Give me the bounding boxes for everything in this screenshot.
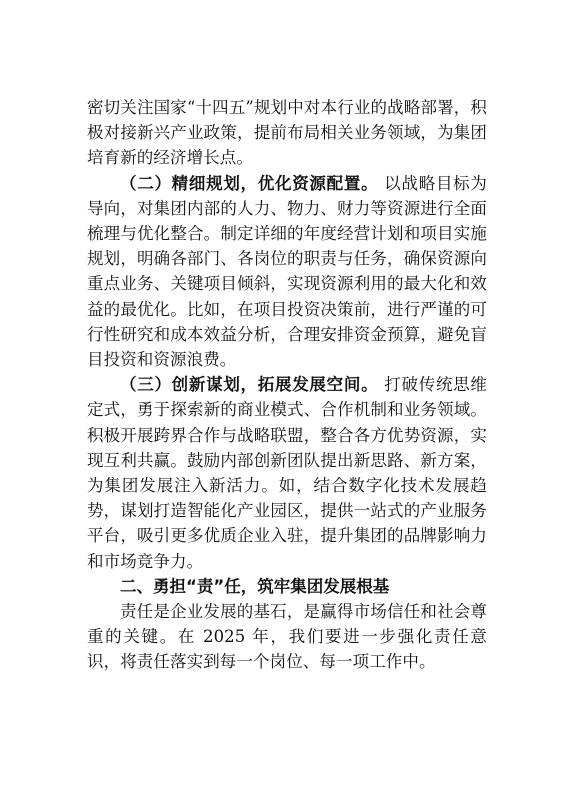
paragraph-policy-alignment: 密切关注国家“十四五”规划中对本行业的战略部署，积极对接新兴产业政策，提前布局相关业务领域，为集团培育新的经济增长点。: [87, 98, 487, 168]
paragraph-innovation: [87, 372, 487, 574]
section-heading-responsibility: 二、勇担“责”任，筑牢集团发展根基: [120, 576, 390, 596]
subheading-innovation: （三）创新谋划，拓展发展空间。: [120, 375, 379, 395]
document-body: [87, 95, 487, 675]
paragraph-innovation-body: 打破传统思维定式，勇于探索新的商业模式、合作机制和业务领域。积极开展跨界合作与战略联盟，整合各方优势资源，实现互利共赢。鼓励内部创新团队提出新思路、新方案，为集团发展注入新活力。如，结合数字化技术发展趋势，谋划打造智能化产业园区，提供一站式的产业服务平台，吸引更多优质企业入驻，提升集团的品牌影响力和市场竞争力。: [87, 375, 488, 571]
paragraph-resource-allocation-body: 以战略目标为导向，对集团内部的人力、物力、财力等资源进行全面梳理与优化整合。制定详细的年度经营计划和项目实施规划，明确各部门、各岗位的职责与任务，确保资源向重点业务、关键项目倾斜，实现资源利用的最大化和效益的最优化。比如，在项目投资决策前，进行严谨的可行性研究和成本效益分析，合理安排资金预算，避免盲目投资和资源浪费。: [87, 173, 488, 370]
paragraph-responsibility: 责任是企业发展的基石，是赢得市场信任和社会尊重的关键。在 2025 年，我们要进一步强化责任意识，将责任落实到每一个岗位、每一项工作中。: [87, 602, 487, 672]
subheading-resource-allocation: （二）精细规划，优化资源配置。: [120, 173, 379, 193]
paragraph-resource-allocation: [87, 171, 487, 373]
